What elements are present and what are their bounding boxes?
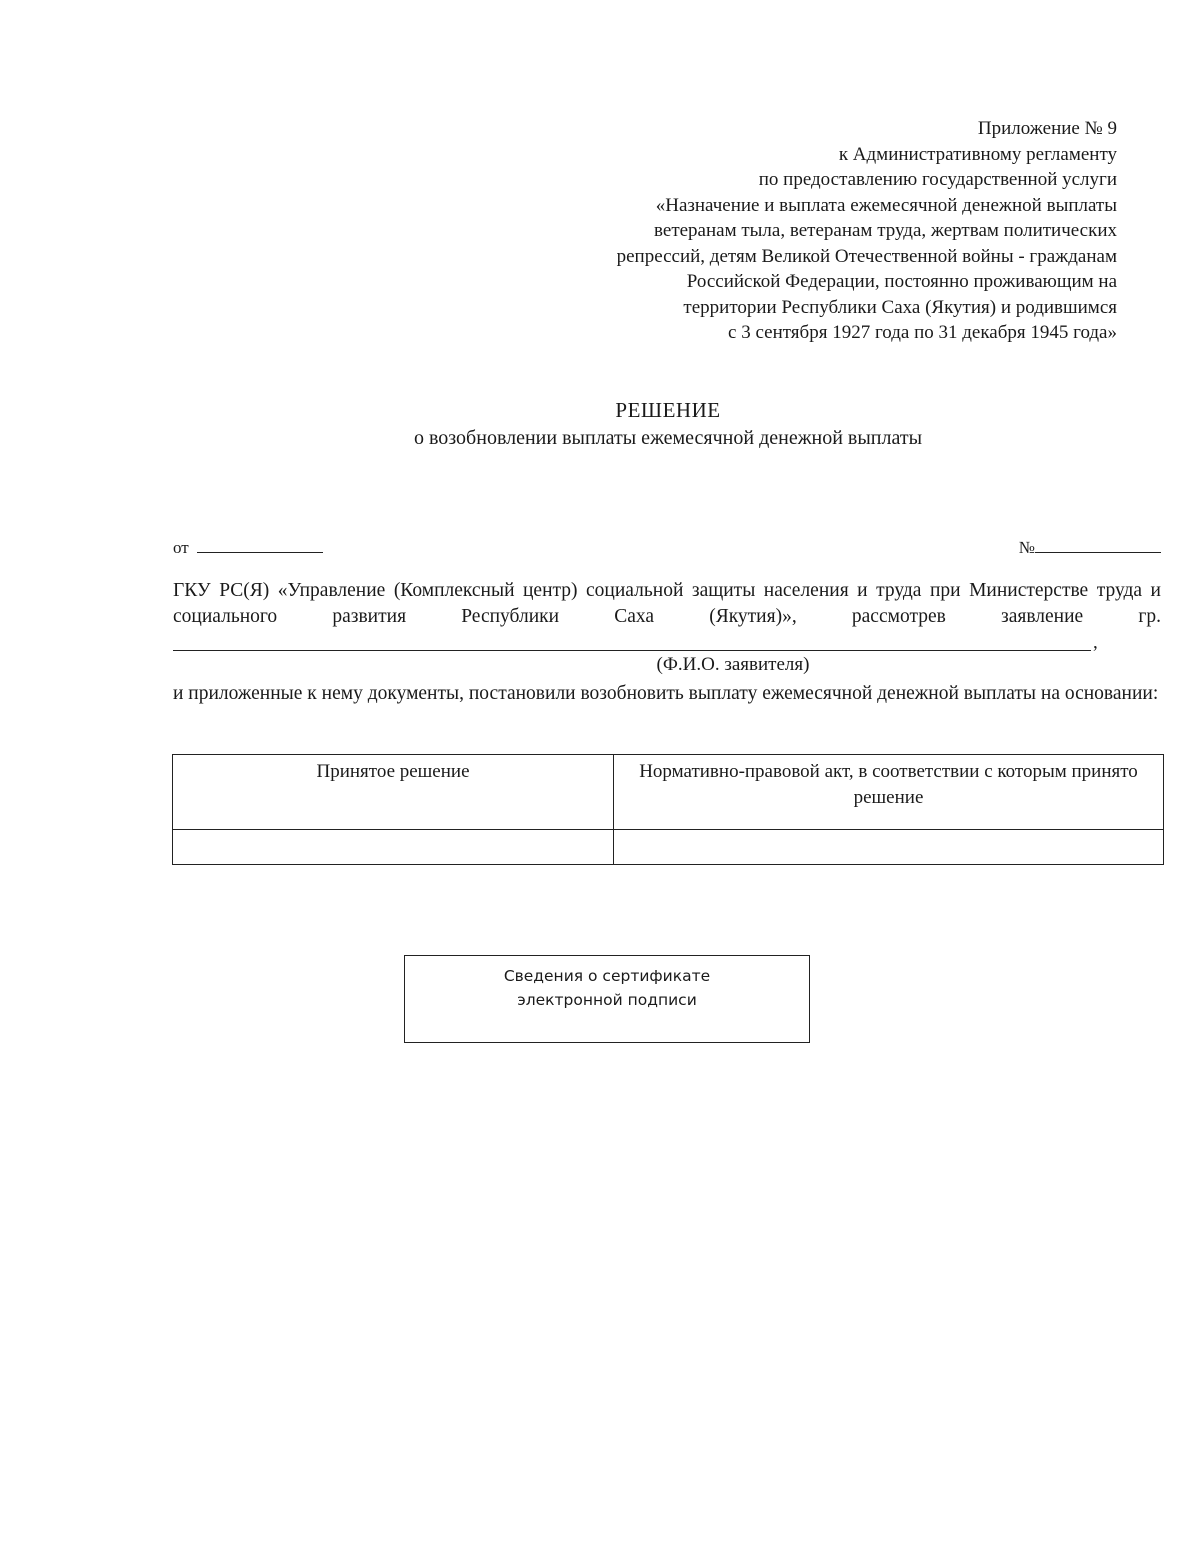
applicant-name-blank-line [173, 650, 1091, 651]
table-header-row [173, 755, 1164, 830]
document-title: РЕШЕНИЕ [615, 398, 721, 422]
number-prefix: № [1018, 538, 1035, 557]
annex-line: по предоставлению государственной услуги [758, 169, 1117, 190]
applicant-name-caption: (Ф.И.О. заявителя) [656, 654, 810, 675]
applicant-line-comma: , [1093, 632, 1098, 653]
number-field [1019, 538, 1161, 558]
annex-line: Российской Федерации, постоянно проживающим на [686, 271, 1117, 292]
table-header-decision: Принятое решение [173, 755, 614, 830]
annex-line: «Назначение и выплата ежемесячной денежной выплаты [655, 194, 1117, 216]
document-subtitle: о возобновлении выплаты ежемесячной денежной выплаты [413, 427, 923, 449]
annex-line: территории Республики Саха (Якутия) и родившимся [683, 296, 1117, 318]
certificate-line: Сведения о сертификате [503, 967, 711, 985]
date-prefix: от [173, 538, 189, 557]
annex-line: к Административному регламенту [838, 143, 1117, 165]
table-header-legal-act: Нормативно-правовой акт, в соответствии с которым принято решение [614, 755, 1164, 830]
annex-header [517, 116, 1117, 346]
date-blank-line [197, 538, 323, 553]
intro-paragraph: ГКУ РС(Я) «Управление (Комплексный центр) социальной защиты населения и труда при Министерстве труда и социального развития Республики Саха (Якутия)», рассмотрев заявление гр. [173, 580, 1161, 627]
date-field [173, 538, 323, 558]
table-cell-decision [173, 830, 614, 865]
annex-line: с 3 сентября 1927 года по 31 декабря 1945 года» [728, 322, 1117, 343]
table-cell-legal-act [614, 830, 1164, 865]
certificate-line: электронной подписи [517, 991, 697, 1009]
table-row [173, 830, 1164, 865]
annex-line: ветеранам тыла, ветеранам труда, жертвам политических [654, 220, 1117, 241]
basis-paragraph: и приложенные к нему документы, постановили возобновить выплату ежемесячной денежной выплаты на основании: [173, 683, 1159, 704]
number-blank-line [1035, 538, 1161, 553]
decision-table [172, 754, 1164, 865]
annex-line: репрессий, детям Великой Отечественной войны - гражданам [616, 245, 1117, 267]
signature-certificate-box [404, 955, 810, 1043]
annex-line: Приложение № 9 [977, 118, 1117, 139]
